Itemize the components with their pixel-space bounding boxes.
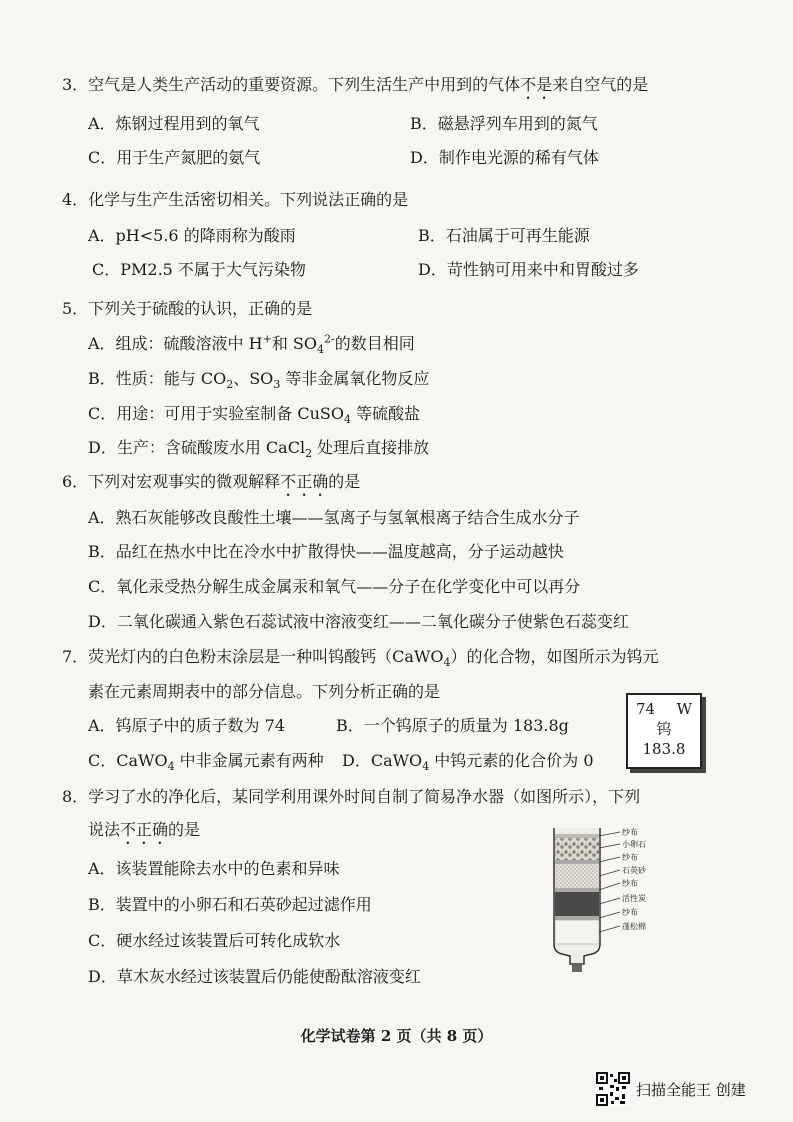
layer-gauze-2 [555,860,599,864]
q7-option-a: A．钨原子中的质子数为 74 [88,716,286,735]
filter-leader-lines [599,832,620,932]
q6-option-d: D．二氧化碳通入紫色石蕊试液中溶液变红——二氧化碳分子使紫色石蕊变红 [88,612,629,631]
q3-option-d: D．制作电光源的稀有气体 [410,148,599,167]
question-6-stem: 6．下列对宏观事实的微观解释不正确的是 [62,472,361,491]
question-8-stem-line1: 8．学习了水的净化后，某同学利用课外时间自制了简易净水器（如图所示），下列 [62,787,641,806]
q7-option-d: D．CaWO$_4$ 中钨元素的化合价为 0 [342,751,594,774]
scanner-watermark [596,1072,746,1106]
q5-option-d: D．生产：含硫酸废水用 CaCl$_2$ 处理后直接排放 [88,438,430,461]
layer-gauze-1 [555,834,599,838]
question-3-stem: 3．空气是人类生产活动的重要资源。下列生活生产中用到的气体不是来自空气的是 [62,75,649,94]
q4-option-a: A．pH<5.6 的降雨称为酸雨 [88,226,296,245]
element-symbol: W [676,700,692,718]
q8-option-d: D．草木灰水经过该装置后仍能使酚酞溶液变红 [88,967,421,986]
layer-activated-carbon [555,892,599,916]
filter-label-quartz-sand: 石英砂 [622,866,646,875]
layer-pebbles [555,838,599,860]
question-7-stem-line2: 素在元素周期表中的部分信息。下列分析正确的是 [88,682,441,701]
layer-gauze-3 [555,888,599,892]
q8-option-b: B．装置中的小卵石和石英砂起过滤作用 [88,895,372,914]
layer-quartz-sand [555,864,599,888]
element-atomic-mass: 183.8 [642,740,686,758]
bottle-nozzle [572,964,582,972]
water-purifier-diagram [548,826,738,976]
q5-option-c: C．用途：可用于实验室制备 CuSO$_4$ 等硫酸盐 [88,404,421,427]
q3-option-b: B．磁悬浮列车用到的氮气 [410,114,598,133]
element-name: 钨 [656,720,672,738]
filter-label-gauze-4: 纱布 [622,908,638,917]
tungsten-element-card [626,693,702,769]
q5-option-a: A．组成：硫酸溶液中 H+和 $SO_4^{2-}$的数目相同 [88,332,415,357]
q8-option-c: C．硬水经过该装置后可转化成软水 [88,931,341,950]
filter-label-cotton: 蓬松棉 [622,922,646,931]
q4-option-c: C．PM2.5 不属于大气污染物 [92,260,306,279]
q6-option-c: C．氧化汞受热分解生成金属汞和氧气——分子在化学变化中可以再分 [88,577,581,596]
page-footer: 化学试卷第 2 页（共 8 页） [300,1027,493,1045]
question-5-stem: 5．下列关于硫酸的认识，正确的是 [62,299,313,318]
qr-code-icon [596,1072,630,1106]
q7-option-c: C．CaWO$_4$ 中非金属元素有两种 [88,751,324,774]
element-atomic-number: 74 [636,700,656,718]
filter-label-activated-carbon: 活性炭 [622,894,646,903]
question-4-stem: 4．化学与生产生活密切相关。下列说法正确的是 [62,190,409,209]
filter-label-gauze-2: 纱布 [622,853,638,862]
watermark-text: 扫描全能王 创建 [636,1080,746,1099]
filter-label-gauze-1: 纱布 [622,828,638,837]
q8-option-a: A．该装置能除去水中的色素和异味 [88,859,340,878]
q6-option-b: B．品红在热水中比在冷水中扩散得快——温度越高，分子运动越快 [88,542,564,561]
q5-option-b: B．性质：能与 $CO_2$、$SO_3$ 等非金属氧化物反应 [88,369,430,392]
question-7-stem-line1: 7．荧光灯内的白色粉末涂层是一种叫钨酸钙（CaWO$_4$）的化合物，如图所示为钨元 [62,647,659,670]
q4-option-b: B．石油属于可再生能源 [418,226,590,245]
q3-option-a: A．炼钢过程用到的氧气 [88,114,260,133]
filter-label-gauze-3: 纱布 [622,879,638,888]
q7-option-b: B．一个钨原子的质量为 183.8g [336,716,569,735]
q6-option-a: A．熟石灰能够改良酸性土壤——氢离子与氢氧根离子结合生成水分子 [88,508,580,527]
question-8-stem-line2: 说法不正确的是 [88,820,201,839]
q4-option-d: D．苛性钠可用来中和胃酸过多 [418,260,639,279]
filter-label-pebbles: 小卵石 [622,840,646,849]
q3-option-c: C．用于生产氮肥的氨气 [88,148,261,167]
layer-cotton [555,920,599,944]
layer-gauze-4 [555,916,599,920]
